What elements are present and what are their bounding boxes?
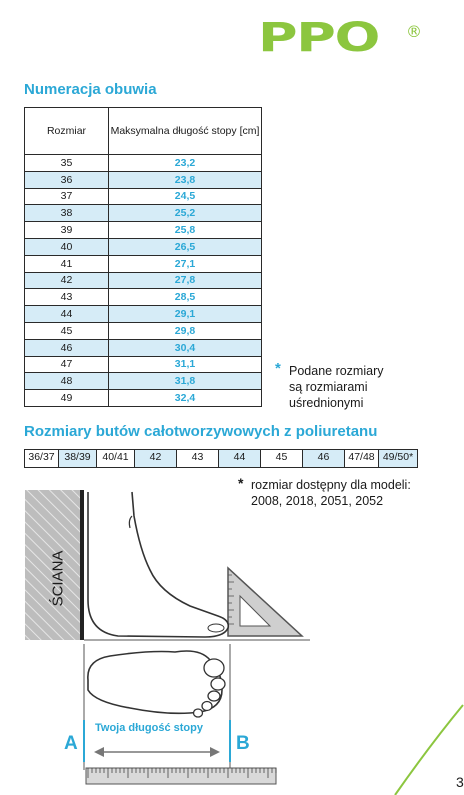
table-row [25, 238, 262, 255]
length-cell: 27,1 [109, 255, 262, 272]
size-cell: 41 [25, 255, 109, 272]
note-asterisk: * [275, 360, 281, 377]
length-cell: 29,1 [109, 306, 262, 323]
table-row [25, 322, 262, 339]
size-strip-cell: 42 [135, 450, 177, 467]
size-cell: 45 [25, 322, 109, 339]
size-cell: 35 [25, 155, 109, 172]
header-max-length: Maksymalna długość stopy [cm] [109, 108, 262, 155]
length-cell: 23,2 [109, 155, 262, 172]
header-size: Rozmiar [25, 108, 109, 155]
page-number: 3 [456, 774, 464, 790]
length-cell: 30,4 [109, 339, 262, 356]
size-table-body [25, 155, 262, 407]
note-text: rozmiar dostępny dla modeli: 2008, 2018, 2051, 2052 [251, 478, 411, 508]
table-row [25, 339, 262, 356]
length-cell: 25,8 [109, 222, 262, 239]
table-row [25, 222, 262, 239]
size-cell: 40 [25, 238, 109, 255]
size-strip-cell: 38/39 [59, 450, 97, 467]
size-strip-cell: 47/48 [345, 450, 379, 467]
polyurethane-size-strip [24, 449, 418, 468]
point-a-label: A [64, 733, 78, 754]
table-row [25, 171, 262, 188]
registered-mark: ® [406, 22, 422, 41]
table-row [25, 155, 262, 172]
table-row [25, 205, 262, 222]
table-row [25, 272, 262, 289]
size-cell: 38 [25, 205, 109, 222]
length-cell: 28,5 [109, 289, 262, 306]
ppo-logo [258, 16, 428, 60]
size-cell: 36 [25, 171, 109, 188]
table-row [25, 390, 262, 407]
table-row [25, 255, 262, 272]
size-cell: 44 [25, 306, 109, 323]
length-cell: 29,8 [109, 322, 262, 339]
table-row [25, 306, 262, 323]
table-row [25, 289, 262, 306]
length-cell: 31,1 [109, 356, 262, 373]
size-table-header [25, 108, 262, 155]
decorative-green-stroke [395, 705, 463, 795]
table-row [25, 188, 262, 205]
length-cell: 25,2 [109, 205, 262, 222]
polyurethane-sizes-title: Rozmiary butów całotworzywowych z poliuretanu [24, 423, 378, 440]
size-strip-cell: 43 [177, 450, 219, 467]
length-cell: 26,5 [109, 238, 262, 255]
size-cell: 37 [25, 188, 109, 205]
length-cell: 27,8 [109, 272, 262, 289]
note-text: Podane rozmiary są rozmiarami uśrednionymi [289, 364, 384, 410]
size-cell: 47 [25, 356, 109, 373]
size-strip-cell: 36/37 [25, 450, 59, 467]
size-cell: 48 [25, 373, 109, 390]
size-strip-cell: 45 [261, 450, 303, 467]
size-cell: 39 [25, 222, 109, 239]
size-cell: 46 [25, 339, 109, 356]
wall-edge [80, 490, 84, 640]
logo-text: PPO [258, 15, 380, 61]
table-row [25, 373, 262, 390]
length-cell: 32,4 [109, 390, 262, 407]
size-numbering-title: Numeracja obuwia [24, 81, 157, 98]
length-cell: 24,5 [109, 188, 262, 205]
size-cell: 49 [25, 390, 109, 407]
size-cell: 43 [25, 289, 109, 306]
size-strip-cell: 49/50* [379, 450, 417, 467]
ruler [86, 768, 276, 784]
size-strip-cell: 44 [219, 450, 261, 467]
length-cell: 23,8 [109, 171, 262, 188]
note-asterisk: * [238, 475, 244, 491]
side-foot-outline [88, 492, 228, 637]
point-b-label: B [236, 733, 250, 754]
length-cell: 31,8 [109, 373, 262, 390]
size-cell: 42 [25, 272, 109, 289]
size-strip-cell: 46 [303, 450, 345, 467]
size-table [24, 107, 262, 407]
foot-length-label: Twoja długość stopy [95, 722, 203, 734]
table-row [25, 356, 262, 373]
size-strip-cell: 40/41 [97, 450, 135, 467]
wall-label: ŚCIANA [49, 550, 67, 607]
